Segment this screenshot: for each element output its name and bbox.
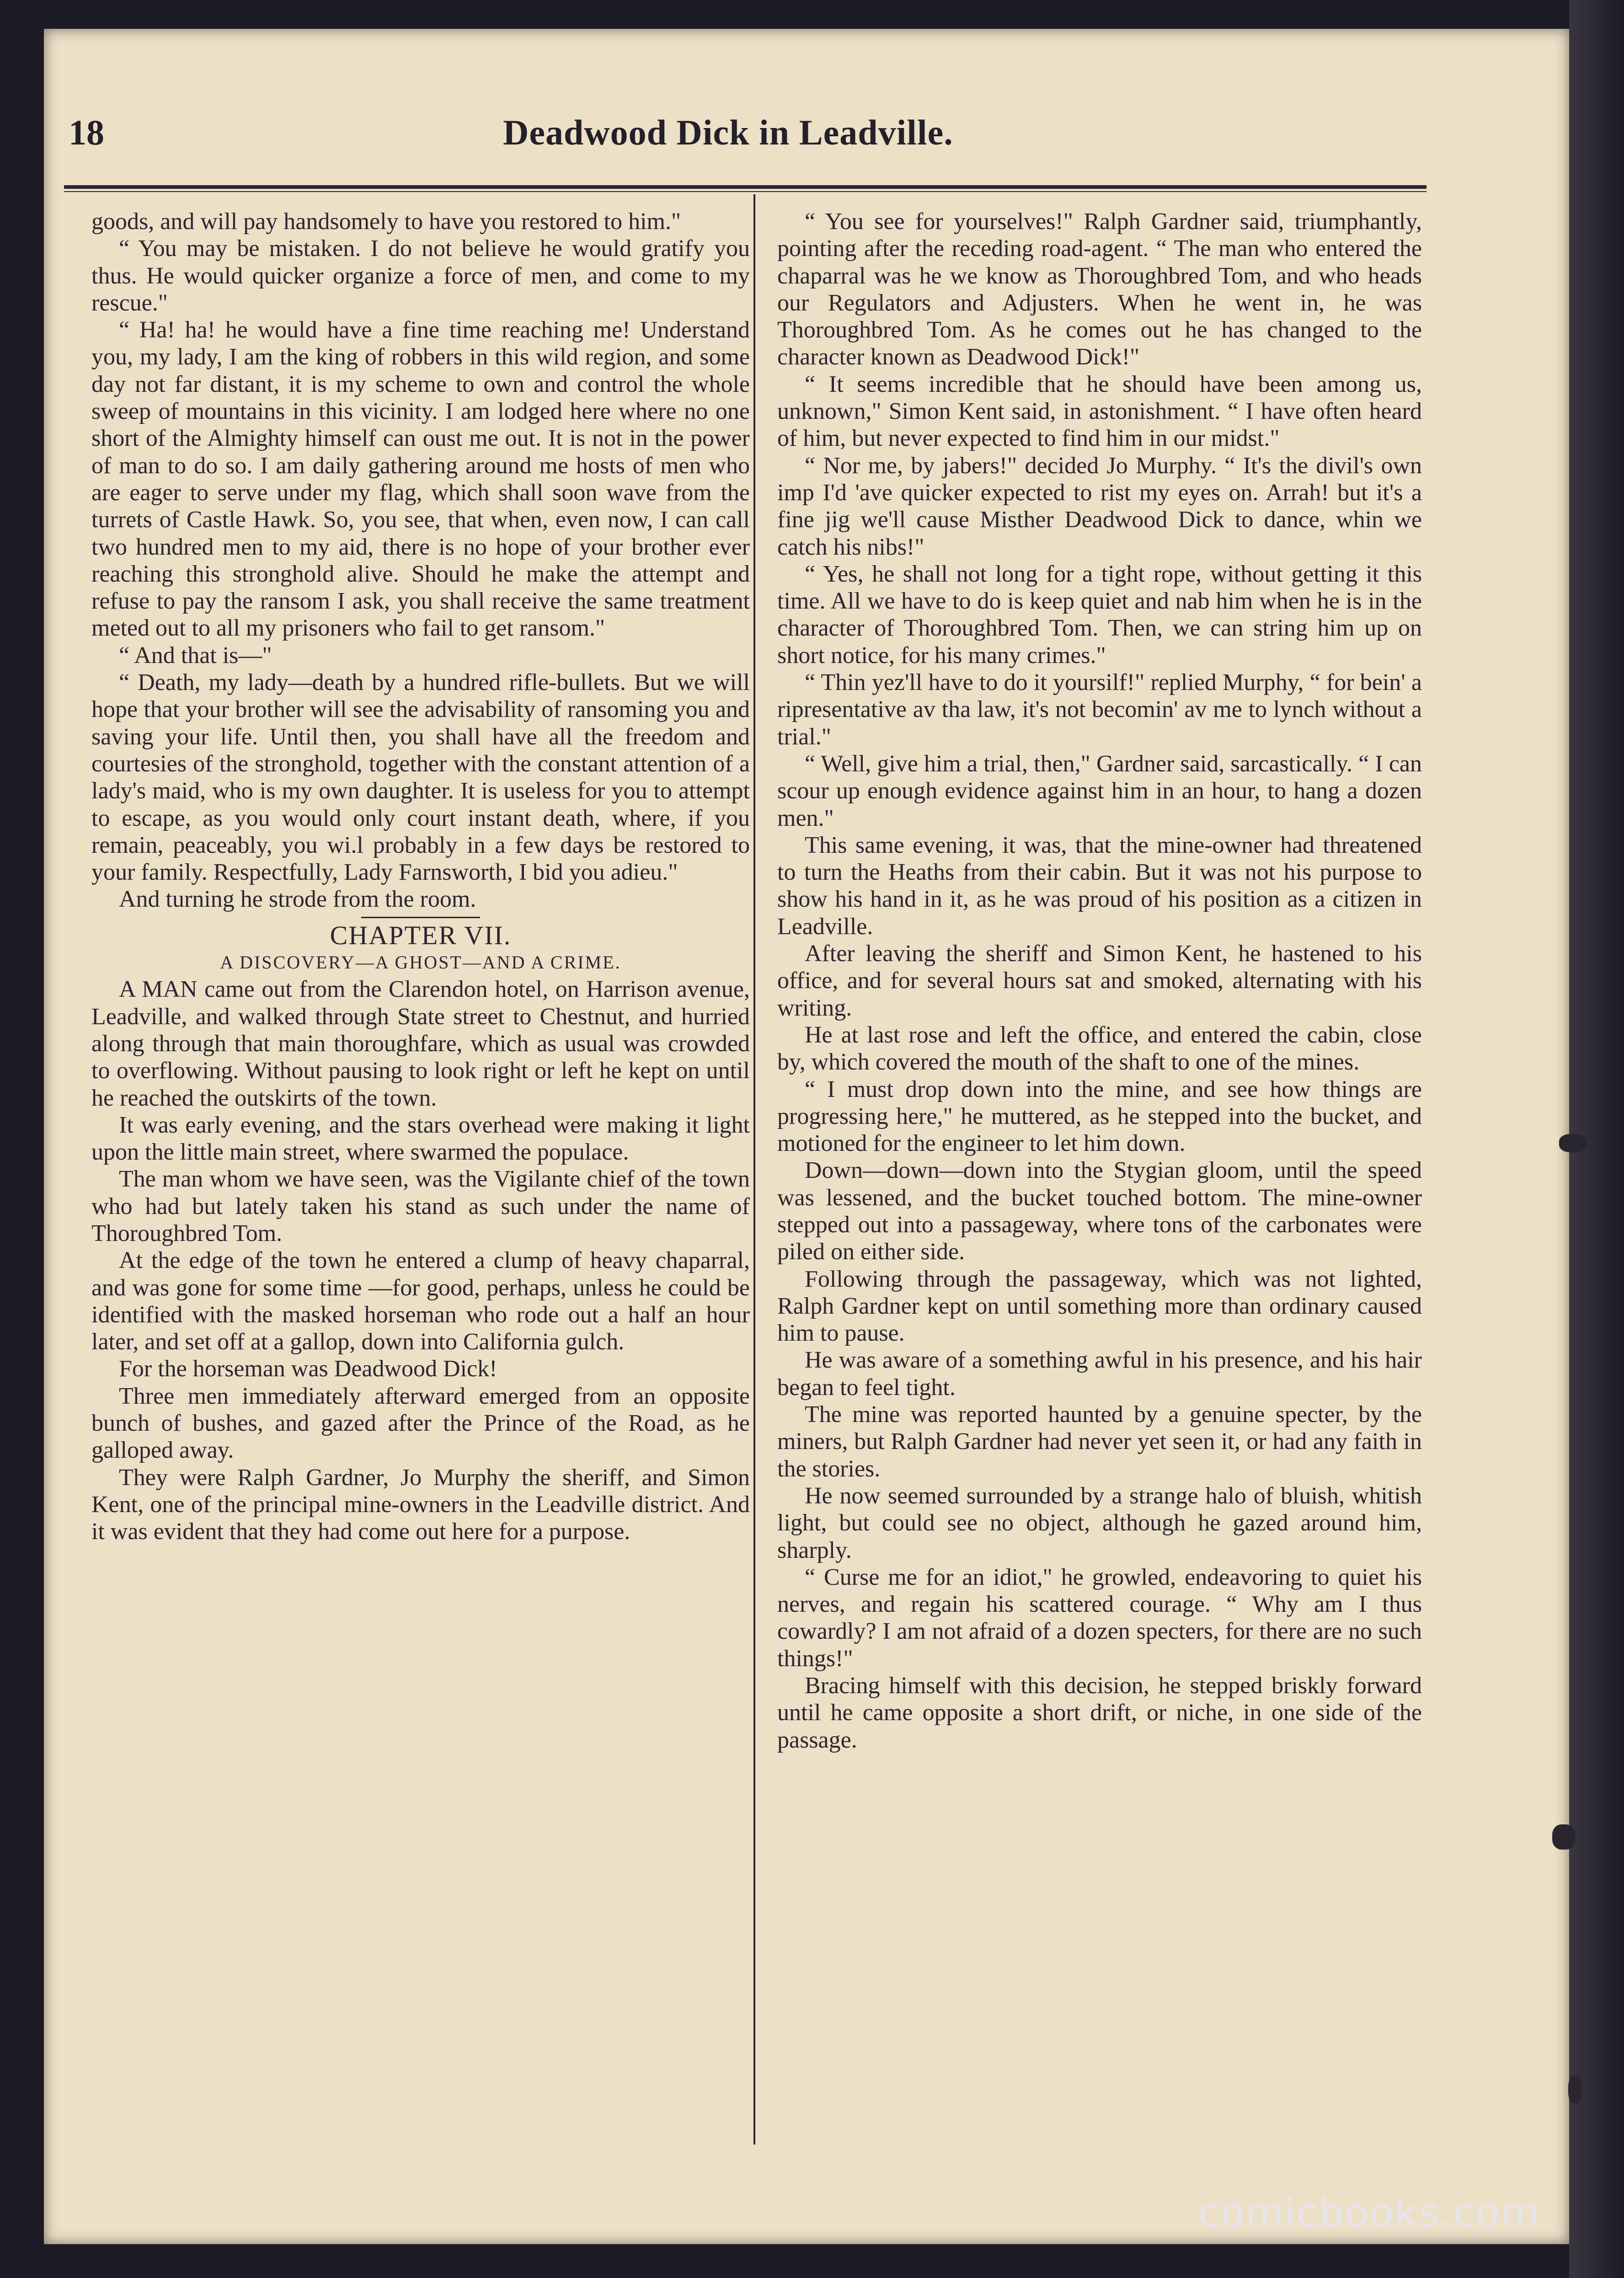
paragraph: “ And that is—" <box>119 642 272 668</box>
paragraph: Down—down—down into the Stygian gloom, until the speed was lessened, and the bucket touched bottom. The mine-owner stepped out into a passageway, where tons of the carbonates were piled on either side. <box>777 1157 1422 1265</box>
paragraph: A MAN came out from the Clarendon hotel, on Harrison avenue, Leadville, and walked through State street to Chestnut, and hurried along through that main thoroughfare, which as usual was crowded to overflowing. Without pausing to look right or left he kept on until he reached the outskirts of the town. <box>91 976 750 1111</box>
paragraph: Bracing himself with this decision, he stepped briskly forward until he came opposite a short drift, or niche, in one side of the passage. <box>777 1673 1422 1753</box>
page-number: 18 <box>69 112 104 152</box>
chapter-subtitle: A DISCOVERY—A GHOST—AND A CRIME. <box>220 952 621 973</box>
paragraph: After leaving the sheriff and Simon Kent, he hastened to his office, and for several hours sat and smoked, alternating with his writing. <box>777 941 1422 1021</box>
paragraph: “ Nor me, by jabers!" decided Jo Murphy. “ It's the divil's own imp I'd 'ave quicker expected to rist my eyes on. Arrah! but it's a fine jig we'll cause Misther Deadwood Dick to dance, whin we catch his nibs!" <box>777 452 1422 560</box>
chapter-rule <box>361 917 480 918</box>
right-column-paragraphs <box>777 208 1422 1754</box>
header-rule-thin <box>64 191 1426 192</box>
paragraph: For the horseman was Deadwood Dick! <box>119 1356 497 1382</box>
paragraph: And turning he strode from the room. <box>119 886 476 913</box>
right-column <box>777 208 1422 1754</box>
paragraph: This same evening, it was, that the mine-owner had threatened to turn the Heaths from their cabin. But it was not his purpose to show his hand in it, as he was proud of his position as a citizen in Leadville. <box>777 832 1422 940</box>
paragraph: Three men immediately afterward emerged from an opposite bunch of bushes, and gazed after the Prince of the Road, as he galloped away. <box>91 1383 750 1464</box>
left-column-paragraphs-after <box>91 976 750 1545</box>
paragraph: He was aware of a something awful in his presence, and his hair began to feel tight. <box>777 1347 1422 1401</box>
paragraph: “ Yes, he shall not long for a tight rope, without getting it this time. All we have to do is keep quiet and nab him when he is in the character of Thoroughbred Tom. Then, we can string him up on short notice, for his many crimes." <box>777 561 1422 668</box>
paragraph: “ Ha! ha! he would have a fine time reaching me! Understand you, my lady, I am the king of robbers in this wild region, and some day not far distant, it is my scheme to own and control the whole sweep of mountains in this vicinity. I am lodged here where no one short of the Almighty himself can oust me out. It is not in the power of man to do so. I am daily gathering around me hosts of men who are eager to serve under my flag, which shall soon wave from the turrets of Castle Hawk. So, you see, that when, even now, I can call two hundred men to my aid, there is no hope of your brother ever reaching this stronghold alive. Should he make the attempt and refuse to pay the ransom I ask, you shall receive the same treatment meted out to all my prisoners who fail to get ransom." <box>91 317 750 642</box>
paragraph: “ Well, give him a trial, then," Gardner said, sarcastically. “ I can scour up enough evidence against him in an hour, to hang a dozen men." <box>777 750 1422 831</box>
page-header <box>69 112 1417 162</box>
left-column-paragraphs <box>91 208 750 913</box>
site-watermark: comicbooks.com <box>1198 2190 1540 2236</box>
paragraph: “ Curse me for an idiot," he growled, endeavoring to quiet his nerves, and regain his scattered courage. “ Why am I thus cowardly? I am not afraid of a dozen specters, for there are no such things!" <box>777 1564 1422 1672</box>
paragraph: They were Ralph Gardner, Jo Murphy the sheriff, and Simon Kent, one of the principal mine-owners in the Leadville district. And it was evident that they had come out here for a purpose. <box>91 1464 750 1545</box>
paragraph: “ I must drop down into the mine, and see how things are progressing here," he muttered, as he stepped into the bucket, and motioned for the engineer to let him down. <box>777 1076 1422 1157</box>
running-head: Deadwood Dick in Leadville. <box>503 112 953 152</box>
paragraph: The mine was reported haunted by a genuine specter, by the miners, but Ralph Gardner had never yet seen it, or had any faith in the stories. <box>777 1401 1422 1482</box>
page-tear-mark <box>1559 1134 1587 1152</box>
paragraph: It was early evening, and the stars overhead were making it light upon the little main street, where swarmed the populace. <box>91 1112 750 1166</box>
paragraph: “ You see for yourselves!" Ralph Gardner said, triumphantly, pointing after the receding road-agent. “ The man who entered the chaparral was he we know as Thoroughbred Tom, and who heads our Regulators and Adjusters. When he went in, he was Thoroughbred Tom. As he comes out he has changed to the character known as Deadwood Dick!" <box>777 209 1422 370</box>
paragraph: “ Death, my lady—death by a hundred rifle-bullets. But we will hope that your brother will see the advisability of ransoming you and saving your life. Until then, you shall have all the freedom and courtesies of the stronghold, together with the constant attention of a lady's maid, who is my own daughter. It is useless for you to attempt to escape, as you would only court instant death, where, if you remain, peaceably, you wi.l probably in a few days be restored to your family. Respectfully, Lady Farnsworth, I bid you adieu." <box>91 669 750 886</box>
paragraph: “ It seems incredible that he should have been among us, unknown," Simon Kent said, in astonishment. “ I have often heard of him, but never expected to find him in our midst." <box>777 371 1422 452</box>
paragraph: He now seemed surrounded by a strange halo of bluish, whitish light, but could see no object, although he gazed around him, sharply. <box>777 1482 1422 1563</box>
header-rule <box>64 185 1426 189</box>
chapter-title: CHAPTER VII. <box>330 920 512 950</box>
column-divider <box>753 194 755 2144</box>
paragraph: “ You may be mistaken. I do not believe he would gratify you thus. He would quicker organize a force of men, and come to my rescue." <box>91 235 750 316</box>
paragraph: goods, and will pay handsomely to have you restored to him." <box>91 209 681 235</box>
paragraph: At the edge of the town he entered a clump of heavy chaparral, and was gone for some time —for good, perhaps, unless he could be identified with the masked horseman who rode out a half an hour later, and set off at a gallop, down into California gulch. <box>91 1247 750 1355</box>
paragraph: Following through the passageway, which was not lighted, Ralph Gardner kept on until something more than ordinary caused him to pause. <box>777 1266 1422 1347</box>
page-tear-mark <box>1552 1824 1575 1850</box>
paragraph: The man whom we have seen, was the Vigilante chief of the town who had but lately taken his stand as such under the name of Thoroughbred Tom. <box>91 1166 750 1246</box>
paragraph: “ Thin yez'll have to do it yoursilf!" replied Murphy, “ for bein' a ripresentative av tha law, it's not becomin' av me to lynch without a trial." <box>777 669 1422 750</box>
paragraph: He at last rose and left the office, and entered the cabin, close by, which covered the mouth of the shaft to one of the mines. <box>777 1021 1422 1075</box>
left-column <box>91 208 750 1545</box>
page-tear-mark <box>1568 2076 1582 2103</box>
